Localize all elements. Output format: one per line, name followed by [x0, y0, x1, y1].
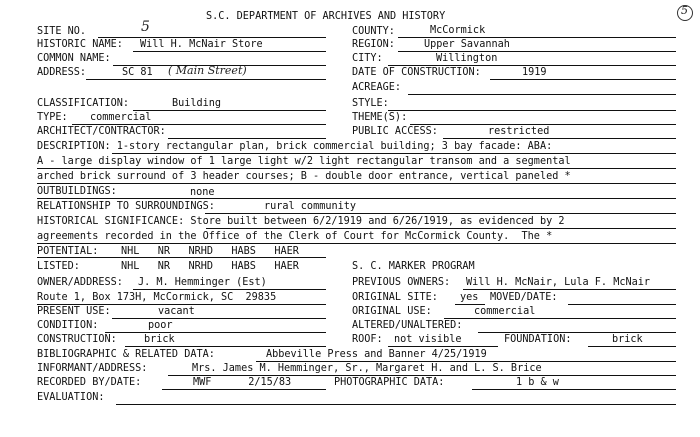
description-underline-1 [112, 153, 676, 154]
classification-value: Building [172, 98, 222, 109]
outbuildings-line [37, 198, 676, 199]
outbuildings-value: none [190, 187, 215, 198]
informant-label: INFORMANT/ADDRESS: [37, 363, 148, 374]
foundation-label: FOUNDATION: [504, 334, 572, 345]
significance-underline-2 [37, 243, 676, 244]
owner-line-2: Route 1, Box 173H, McCormick, SC 29835 [37, 292, 277, 303]
relationship-line [205, 213, 676, 214]
recorded-line [162, 389, 326, 390]
city-line [388, 65, 676, 66]
description-line-3: arched brick surround of 3 header courses; B - double door entrance, vertical paneled * [37, 171, 571, 182]
listed-options: NHL NR NRHD HABS HAER [121, 261, 299, 272]
significance-line-2: agreements recorded in the Office of the Clerk of Court for McCormick County. The * [37, 231, 553, 242]
owner-underline-2 [37, 304, 326, 305]
present-use-value: vacant [158, 306, 195, 317]
recorded-label: RECORDED BY/DATE: [37, 377, 142, 388]
construction-line [125, 346, 326, 347]
address-handwritten: ( Main Street) [168, 64, 247, 77]
condition-value: poor [148, 320, 173, 331]
original-site-line [455, 304, 485, 305]
bibliographic-label: BIBLIOGRAPHIC & RELATED DATA: [37, 349, 215, 360]
original-site-value: yes [460, 292, 479, 303]
original-site-label: ORIGINAL SITE: [352, 292, 438, 303]
potential-label: POTENTIAL: [37, 246, 99, 257]
classification-label: CLASSIFICATION: [37, 98, 130, 109]
county-line [398, 37, 676, 38]
architect-label: ARCHITECT/CONTRACTOR: [37, 126, 166, 137]
present-use-line [112, 318, 326, 319]
corner-mark: 5 [681, 4, 688, 17]
address-line [86, 79, 326, 80]
county-label: COUNTY: [352, 26, 395, 37]
original-use-line [444, 318, 676, 319]
relationship-value: rural community [264, 201, 357, 212]
themes-line [410, 124, 676, 125]
public-access-line [443, 138, 676, 139]
site-no-line [98, 37, 326, 38]
roof-label: ROOF: [352, 334, 383, 345]
photographic-label: PHOTOGRAPHIC DATA: [334, 377, 445, 388]
type-value: commercial [90, 112, 152, 123]
description-line-2: A - large display window of 1 large light w/2 light rectangular transom and a segmental [37, 156, 571, 167]
informant-line [168, 375, 676, 376]
date-construction-line [490, 79, 676, 80]
original-use-value: commercial [474, 306, 536, 317]
region-label: REGION: [352, 39, 395, 50]
date-construction-value: 1919 [522, 67, 547, 78]
outbuildings-label: OUTBUILDINGS: [37, 186, 117, 197]
previous-owners-label: PREVIOUS OWNERS: [352, 277, 451, 288]
description-line-1: DESCRIPTION: 1-story rectangular plan, brick commercial building; 3 bay facade: ABA: [37, 141, 553, 152]
significance-underline-1 [206, 228, 676, 229]
potential-line [37, 257, 326, 258]
evaluation-label: EVALUATION: [37, 392, 105, 403]
common-name-label: COMMON NAME: [37, 53, 111, 64]
acreage-line [408, 94, 676, 95]
address-value: SC 81 [122, 67, 153, 78]
region-value: Upper Savannah [424, 39, 510, 50]
recorded-value: MWF 2/15/83 [193, 377, 292, 388]
style-label: STYLE: [352, 98, 389, 109]
condition-line [105, 332, 326, 333]
style-line [388, 110, 676, 111]
county-value: McCormick [430, 25, 486, 36]
foundation-value: brick [612, 334, 643, 345]
date-construction-label: DATE OF CONSTRUCTION: [352, 67, 481, 78]
photographic-value: 1 b & w [516, 377, 559, 388]
region-line [398, 51, 676, 52]
acreage-label: ACREAGE: [352, 82, 402, 93]
form-header: S.C. DEPARTMENT OF ARCHIVES AND HISTORY [206, 11, 446, 22]
previous-owners-line [463, 289, 676, 290]
city-label: CITY: [352, 53, 383, 64]
themes-label: THEME(S): [352, 112, 408, 123]
description-underline-2 [37, 168, 676, 169]
listed-label: LISTED: [37, 261, 80, 272]
owner-underline-1 [133, 289, 326, 290]
relationship-label: RELATIONSHIP TO SURROUNDINGS: [37, 201, 215, 212]
historic-name-label: HISTORIC NAME: [37, 39, 123, 50]
address-label: ADDRESS: [37, 67, 87, 78]
evaluation-line [116, 404, 676, 405]
site-no-value: 5 [141, 19, 150, 35]
site-no-label: SITE NO. [37, 26, 87, 37]
photographic-line [472, 389, 676, 390]
potential-options: NHL NR NRHD HABS HAER [121, 246, 299, 257]
construction-label: CONSTRUCTION: [37, 334, 117, 345]
significance-line-1: HISTORICAL SIGNIFICANCE: Store built between 6/2/1919 and 6/26/1919, as evidenced by 2 [37, 216, 565, 227]
architect-line [168, 138, 326, 139]
roof-value: not visible [394, 334, 462, 345]
public-access-label: PUBLIC ACCESS: [352, 126, 438, 137]
bibliographic-value: Abbeville Press and Banner 4/25/1919 [266, 349, 487, 360]
original-use-label: ORIGINAL USE: [352, 306, 432, 317]
foundation-line [588, 346, 676, 347]
bibliographic-line [256, 361, 676, 362]
type-line [72, 124, 326, 125]
moved-date-label: MOVED/DATE: [490, 292, 558, 303]
present-use-label: PRESENT USE: [37, 306, 111, 317]
altered-label: ALTERED/UNALTERED: [352, 320, 463, 331]
public-access-value: restricted [488, 126, 550, 137]
roof-line [388, 346, 498, 347]
description-underline-3 [37, 183, 676, 184]
city-value: Willington [436, 53, 498, 64]
classification-line [133, 110, 326, 111]
owner-label: OWNER/ADDRESS: [37, 277, 123, 288]
condition-label: CONDITION: [37, 320, 99, 331]
marker-program: S. C. MARKER PROGRAM [352, 261, 475, 272]
informant-value: Mrs. James M. Hemminger, Sr., Margaret H. and L. S. Brice [192, 363, 542, 374]
altered-line [478, 332, 676, 333]
owner-line-1: J. M. Hemminger (Est) [138, 277, 267, 288]
historic-name-value: Will H. McNair Store [140, 39, 263, 50]
historic-name-line [133, 51, 326, 52]
construction-value: brick [144, 334, 175, 345]
moved-date-line [568, 304, 676, 305]
type-label: TYPE: [37, 112, 68, 123]
previous-owners-value: Will H. McNair, Lula F. McNair [466, 277, 651, 288]
